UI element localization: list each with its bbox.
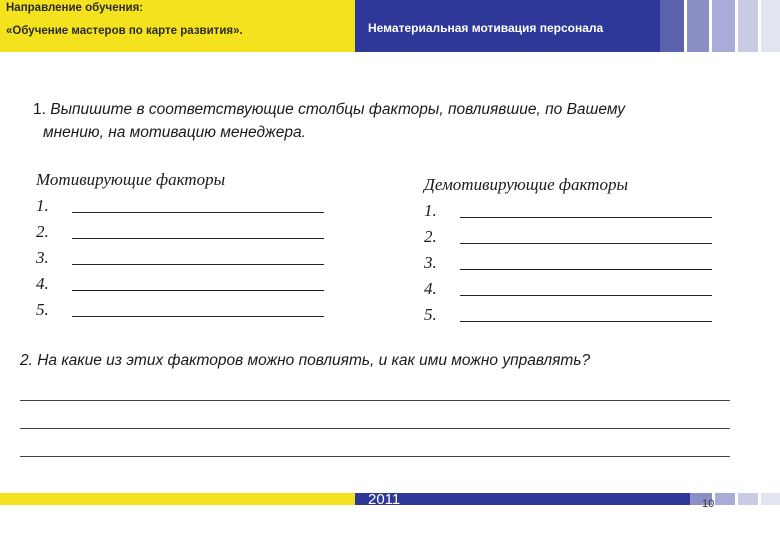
question-1-line-1: Выпишите в соответствующие столбцы факторы, повлиявшие, по Вашему bbox=[50, 101, 626, 118]
answer-line[interactable] bbox=[20, 456, 730, 457]
answer-line[interactable] bbox=[460, 217, 712, 218]
demotivating-row: 4. bbox=[424, 273, 712, 299]
motivating-row: 2. bbox=[36, 216, 324, 242]
program-title: «Обучение мастеров по карте развития». bbox=[6, 25, 243, 37]
demotivating-row: 2. bbox=[424, 221, 712, 247]
motivating-row: 1. bbox=[36, 190, 324, 216]
answer-line[interactable] bbox=[72, 316, 324, 317]
motivating-row: 4. bbox=[36, 268, 324, 294]
question-1-line-2: мнению, на мотивацию менеджера. bbox=[43, 124, 306, 141]
question-1 bbox=[33, 98, 733, 144]
answer-line[interactable] bbox=[460, 295, 712, 296]
direction-label: Направление обучения: bbox=[6, 2, 144, 14]
answer-line[interactable] bbox=[460, 269, 712, 270]
answer-line[interactable] bbox=[20, 400, 730, 401]
motivating-row: 5. bbox=[36, 294, 324, 320]
question-1-number: 1. bbox=[33, 101, 46, 118]
answer-line[interactable] bbox=[460, 243, 712, 244]
demotivating-row: 1. bbox=[424, 195, 712, 221]
footer-year: 2011 bbox=[368, 491, 401, 508]
decor-square bbox=[687, 0, 709, 52]
decor-square bbox=[738, 493, 758, 505]
decor-square bbox=[761, 493, 780, 505]
answer-line[interactable] bbox=[72, 290, 324, 291]
demotivating-title: Демотивирующие факторы bbox=[424, 175, 628, 194]
decor-square bbox=[712, 0, 735, 52]
decor-square bbox=[761, 0, 780, 52]
answer-line[interactable] bbox=[72, 238, 324, 239]
motivating-title: Мотивирующие факторы bbox=[36, 170, 226, 189]
answer-line[interactable] bbox=[72, 212, 324, 213]
footer-blue-band bbox=[355, 493, 690, 505]
page-number: 10 bbox=[702, 498, 715, 510]
slide-title: Нематериальная мотивация персонала bbox=[368, 21, 604, 35]
question-2: 2. На какие из этих факторов можно повлиять, и как ими можно управлять? bbox=[20, 352, 591, 369]
answer-line[interactable] bbox=[72, 264, 324, 265]
decor-square bbox=[715, 493, 735, 505]
motivating-row: 3. bbox=[36, 242, 324, 268]
footer-yellow-band bbox=[0, 493, 355, 505]
motivating-column bbox=[36, 170, 324, 320]
demotivating-column bbox=[424, 175, 712, 325]
demotivating-row: 3. bbox=[424, 247, 712, 273]
demotivating-row: 5. bbox=[424, 299, 712, 325]
answer-line[interactable] bbox=[460, 321, 712, 322]
answer-line[interactable] bbox=[20, 428, 730, 429]
decor-square bbox=[660, 0, 684, 52]
decor-square bbox=[738, 0, 758, 52]
